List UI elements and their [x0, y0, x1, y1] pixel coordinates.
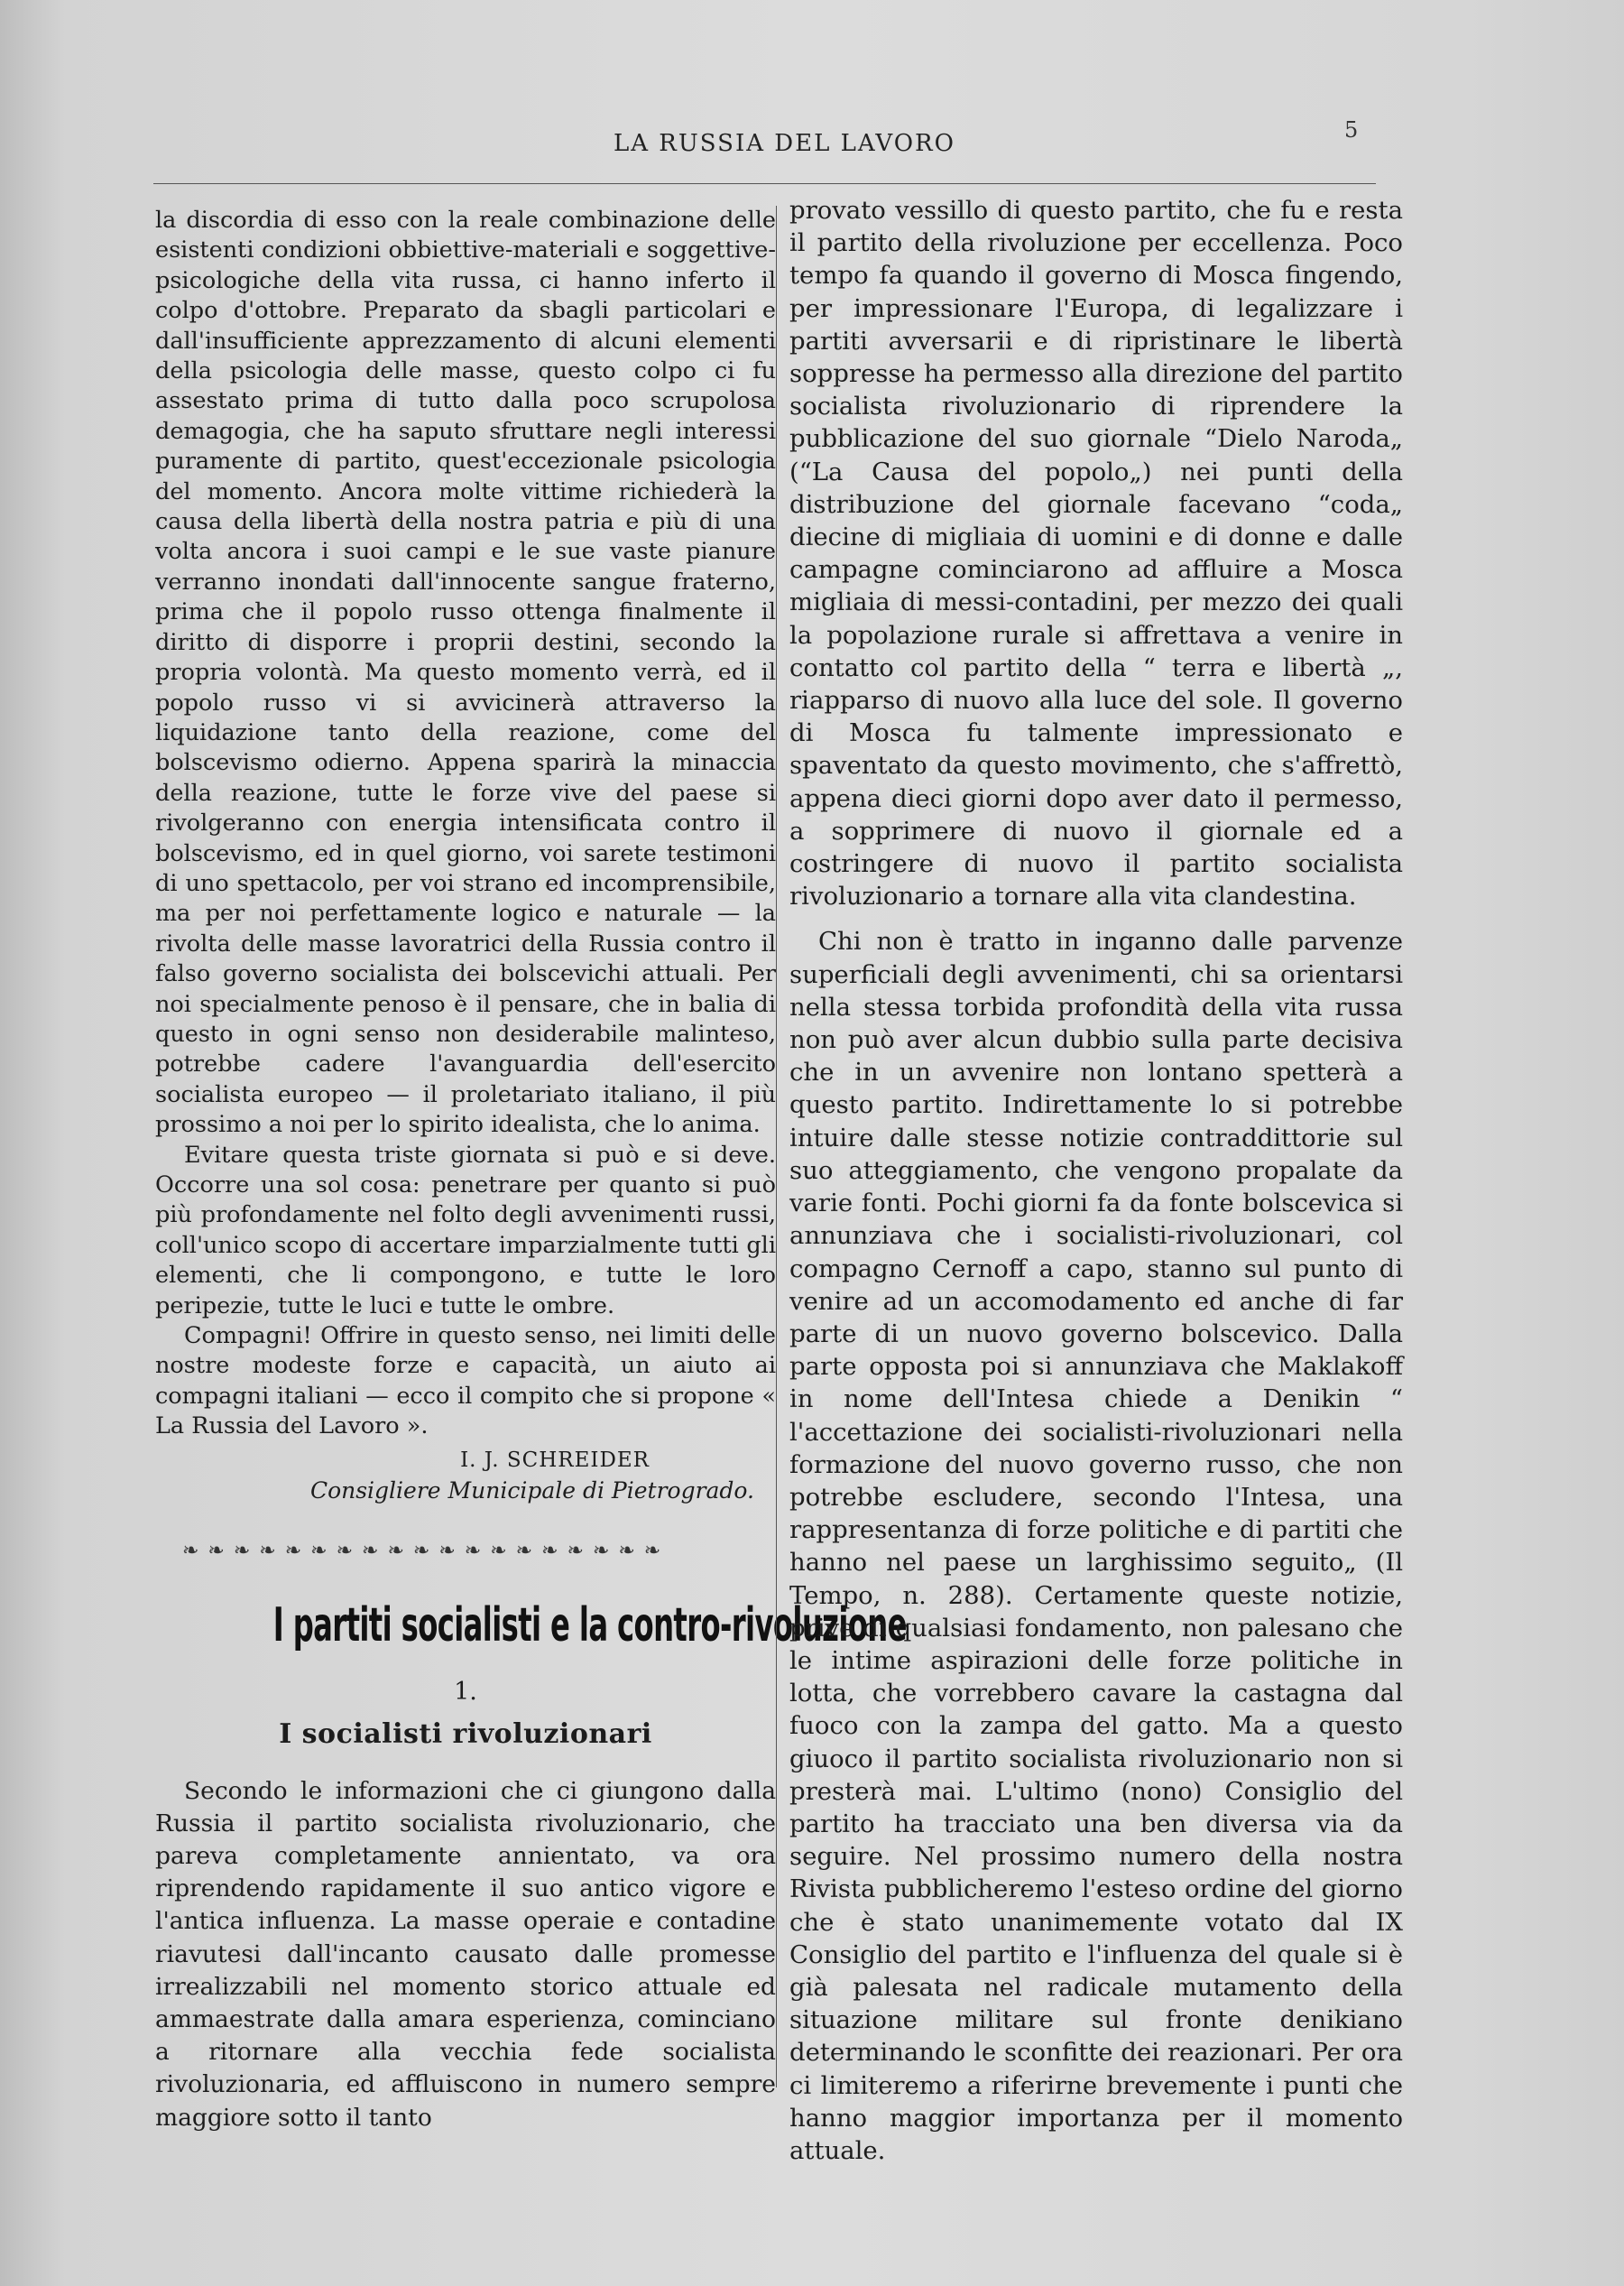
section-number: 1. [454, 1677, 477, 1706]
article-headline: I partiti socialisti e la contro-rivoluzione [272, 1597, 907, 1652]
page-header [0, 117, 1624, 162]
paragraph: Compagni! Offrire in questo senso, nei limiti delle nostre modeste forze e capacità, un aiuto ai compagni italiani — ecco il compito che si propone « La Russia del Lavoro ». [155, 1322, 776, 1440]
right-column [789, 194, 1403, 2167]
ornamental-divider: ❧❧❧❧❧❧❧❧❧❧❧❧❧❧❧❧❧❧❧ [182, 1539, 670, 1562]
paragraph: provato vessillo di questo partito, che fu e resta il partito della rivoluzione per eccellenza. Poco tempo fa quando il governo di Mosca fingendo, per impressionare l'Europa, di legalizzare i partiti avversarii e di ripristinare le libertà soppresse ha permesso alla direzione del partito socialista rivoluzionario di riprendere la pubblicazione del suo giornale “Dielo Naroda„ (“La Causa del popolo„) nei punti della distribuzione del giornale facevano “coda„ diecine di migliaia di uomini e di donne e dalle campagne cominciarono ad affluire a Mosca migliaia di messi-contadini, per mezzo dei quali la popolazione rurale si affrettava a venire in contatto col partito della “ terra e libertà „, riapparso di nuovo alla luce del sole. Il governo di Mosca fu talmente impressionato e spaventato da questo movimento, che s'affrettò, appena dieci giorni dopo aver dato il permesso, a sopprimere di nuovo il giornale ed a costringere di nuovo il partito socialista rivoluzionario a tornare alla vita clandestina. [789, 196, 1403, 912]
page-number: 5 [1344, 117, 1359, 143]
paragraph: Chi non è tratto in inganno dalle parvenze superficiali degli avvenimenti, chi sa orientarsi nella stessa torbida profondità della vita russa non può aver alcun dubbio sulla parte decisiva che in un avvenire non lontano spetterà a questo partito. Indirettamente lo si potrebbe intuire dalle stesse notizie contraddittorie sul suo atteggiamento, che vengono propalate da varie fonti. Pochi giorni fa da fonte bolscevica si annunziava che i socialisti-rivoluzionari, col compagno Cernoff a capo, stanno sul punto di venire ad un accomodamento ed anche di far parte di un nuovo governo bolscevico. Dalla parte opposta poi si annunziava che Maklakoff in nome dell'Intesa chiede a Denikin “ l'accettazione dei socialisti-rivoluzionari nella formazione del nuovo governo russo, che non potrebbe escludere, secondo l'Intesa, una rappresentanza di forze politiche e di partiti che hanno nel paese un larghissimo seguito„ (Il Tempo, n. 288). Certamente queste notizie, prive di qualsiasi fondamento, non palesano che le intime aspirazioni delle forze politiche in lotta, che vorrebbero cavare la castagna dal fuoco con la zampa del gatto. Ma a questo giuoco il partito socialista rivoluzionario non si presterà mai. L'ultimo (nono) Consiglio del partito ha tracciato una ben diversa via da seguire. Nel prossimo numero della nostra Rivista pubblicheremo l'esteso ordine del giorno che è stato unanimemente votato dal IX Consiglio del partito e l'influenza del quale si è già palesata nel radicale mutamento della situazione militare sul fronte denikiano determinando le sconfitte dei reazionari. Per ora ci limiteremo a riferirne brevemente i punti che hanno maggior importanza per il momento attuale. [789, 927, 1403, 2165]
signature-name: I. J. SCHREIDER [460, 1448, 650, 1472]
column-divider [776, 206, 777, 2087]
paragraph: Evitare questa triste giornata si può e si deve. Occorre una sol cosa: penetrare per quanto si può più profondamente nel folto degli avvenimenti russi, coll'unico scopo di accertare imparzialmente tutti gli elementi, che li compongono, e tutte le loro peripezie, tutte le luci e tutte le ombre. [155, 1141, 776, 1319]
running-title: LA RUSSIA DEL LAVORO [614, 130, 955, 157]
section-title: I socialisti rivoluzionari [279, 1717, 652, 1750]
header-rule [153, 183, 1376, 184]
paragraph: la discordia di esso con la reale combinazione delle esistenti condizioni obbiettive-materiali e soggettive-psicologiche della vita russa, ci hanno inferto il colpo d'ottobre. Preparato da sbagli particolari e dall'insufficiente apprezzamento di alcuni elementi della psicologia delle masse, questo colpo ci fu assestato prima di tutto dalla poco scrupolosa demagogia, che ha saputo sfruttare negli interessi puramente di partito, quest'eccezionale psicologia del momento. Ancora molte vittime richiederà la causa della libertà della nostra patria e più di una volta ancora i suoi campi e le sue vaste pianure verranno inondati dall'innocente sangue fraterno, prima che il popolo russo ottenga finalmente il diritto di disporre i proprii destini, secondo la propria volontà. Ma questo momento verrà, ed il popolo russo vi si avvicinerà attraverso la liquidazione tanto della reazione, come del bolscevismo odierno. Appena sparirà la minaccia della reazione, tutte le forze vive del paese si rivolgeranno con energia intensificata contro il bolscevismo, ed in quel giorno, voi sarete testimoni di uno spettacolo, per voi strano ed incomprensibile, ma per noi perfettamente logico e naturale — la rivolta delle masse lavoratrici della Russia contro il falso governo socialista dei bolscevichi attuali. Per noi specialmente penoso è il pensare, che in balia di questo in ogni senso non desiderabile malinteso, potrebbe cadere l'avanguardia dell'esercito socialista europeo — il proletariato italiano, il più prossimo a noi per lo spirito idealista, che lo anima. [155, 207, 776, 1139]
article-body [155, 1775, 776, 2134]
paragraph: Secondo le informazioni che ci giungono dalla Russia il partito socialista rivoluzionario, che pareva completamente annientato, va ora riprendendo rapidamente il suo antico vigore e l'antica influenza. La masse operaie e contadine riavutesi dall'incanto causato dalle promesse irrealizzabili nel momento storico attuale ed ammaestrate dalla amara esperienza, cominciano a ritornare alla vecchia fede socialista rivoluzionaria, ed affluiscono in numero sempre maggiore sotto il tanto [155, 1776, 776, 2132]
signature-title: Consigliere Municipale di Pietrogrado. [309, 1476, 754, 1504]
left-column [155, 206, 907, 2134]
